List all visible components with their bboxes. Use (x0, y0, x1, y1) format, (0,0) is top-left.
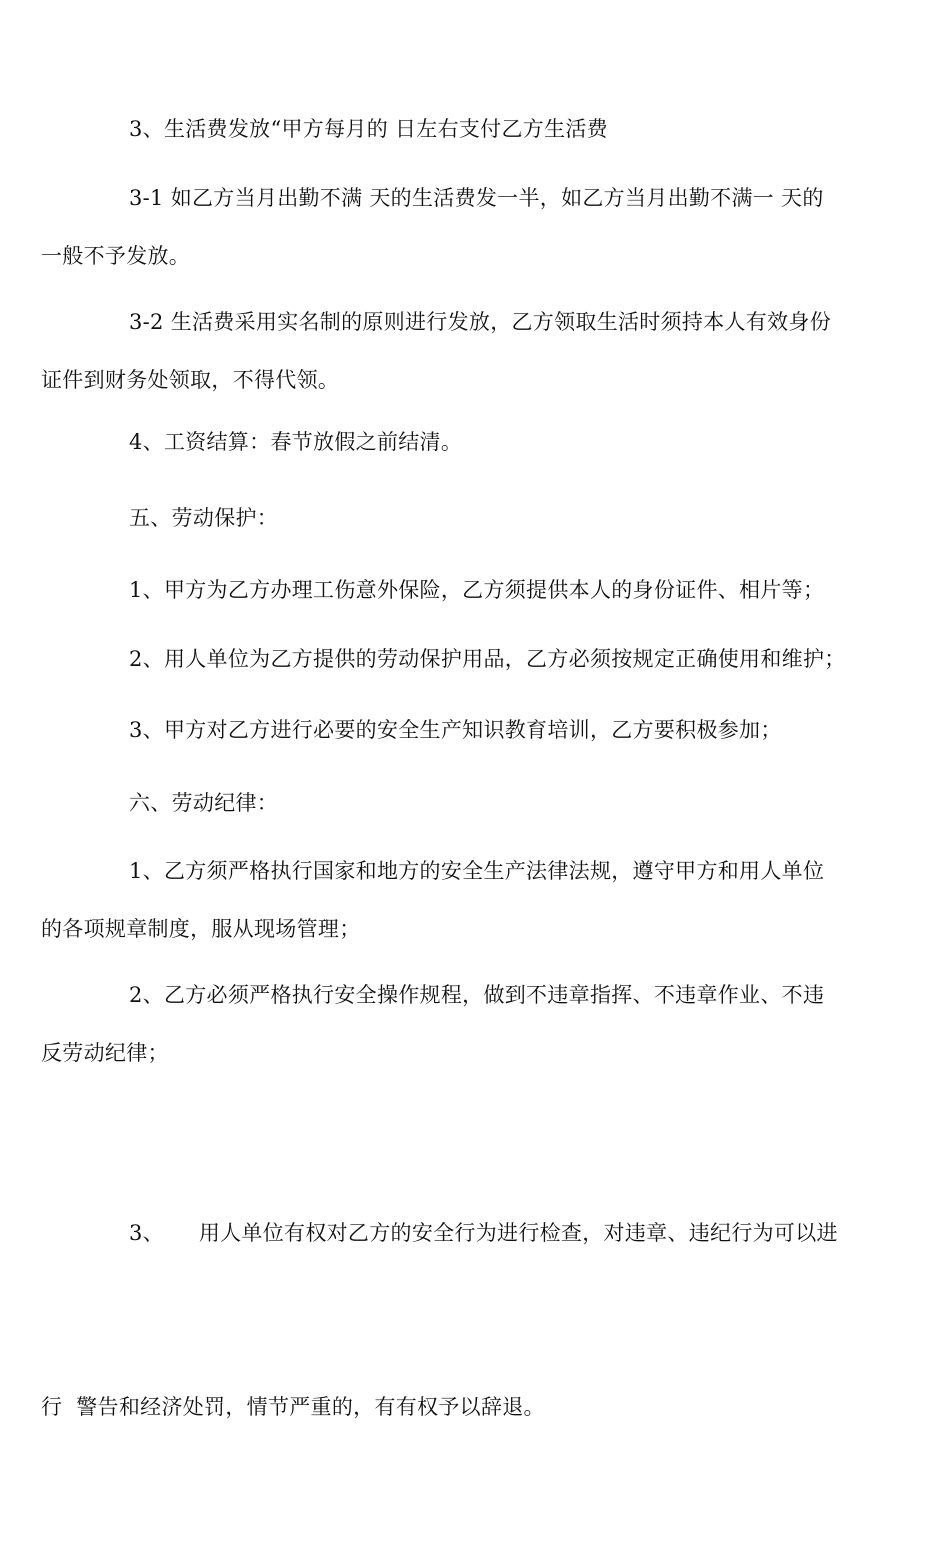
paragraph-line: 1、甲方为乙方办理工伤意外保险，乙方须提供本人的身份证件、相片等； (129, 578, 825, 602)
paragraph-line: 2、乙方必须严格执行安全操作规程，做到不违章指挥、不违章作业、不违 (129, 983, 825, 1007)
paragraph-wage-settlement (85, 413, 885, 471)
paragraph-clause-3-1 (41, 169, 885, 285)
paragraph-line: 行 警告和经济处罚，情节严重的，有有权予以辞退。 (41, 1395, 545, 1419)
paragraph-discipline-1 (41, 842, 885, 958)
paragraph-line: 4、工资结算：春节放假之前结清。 (129, 430, 463, 454)
paragraph-line: 2、用人单位为乙方提供的劳动保护用品，乙方必须按规定正确使用和维护； (129, 647, 846, 671)
paragraph-line: 3、生活费发放“甲方每月的 日左右支付乙方生活费 (129, 117, 608, 141)
paragraph-line: 的各项规章制度，服从现场管理； (41, 917, 361, 941)
paragraph-line: 证件到财务处领取，不得代领。 (41, 368, 340, 392)
section-heading-labor-discipline (85, 774, 885, 832)
paragraph-line: 1、乙方须严格执行国家和地方的安全生产法律法规，遵守甲方和用人单位 (129, 859, 825, 883)
paragraph-line: 3-1 如乙方当月出勤不满 天的生活费发一半，如乙方当月出勤不满一 天的 (129, 186, 824, 210)
paragraph-line: 一般不予发放。 (41, 244, 191, 268)
paragraph-protection-3 (85, 701, 885, 759)
paragraph-line: 3、甲方对乙方进行必要的安全生产知识教育培训，乙方要积极参加； (129, 718, 782, 742)
paragraph-line: 反劳动纪律； (41, 1041, 169, 1065)
paragraph-discipline-3 (41, 1088, 885, 1552)
paragraph-line: 五、劳动保护： (129, 506, 279, 530)
paragraph-clause-3-2 (41, 293, 885, 409)
paragraph-line: 3-2 生活费采用实名制的原则进行发放，乙方领取生活时须持本人有效身份 (129, 310, 831, 334)
paragraph-protection-1 (85, 561, 885, 619)
section-heading-labor-protection (85, 489, 885, 547)
paragraph-living-allowance (85, 100, 885, 158)
paragraph-line: 3、 用人单位有权对乙方的安全行为进行检查，对违章、违纪行为可以进 (129, 1221, 838, 1245)
paragraph-discipline-2 (41, 966, 885, 1082)
paragraph-line: 六、劳动纪律： (129, 791, 279, 815)
paragraph-protection-2 (85, 630, 885, 688)
